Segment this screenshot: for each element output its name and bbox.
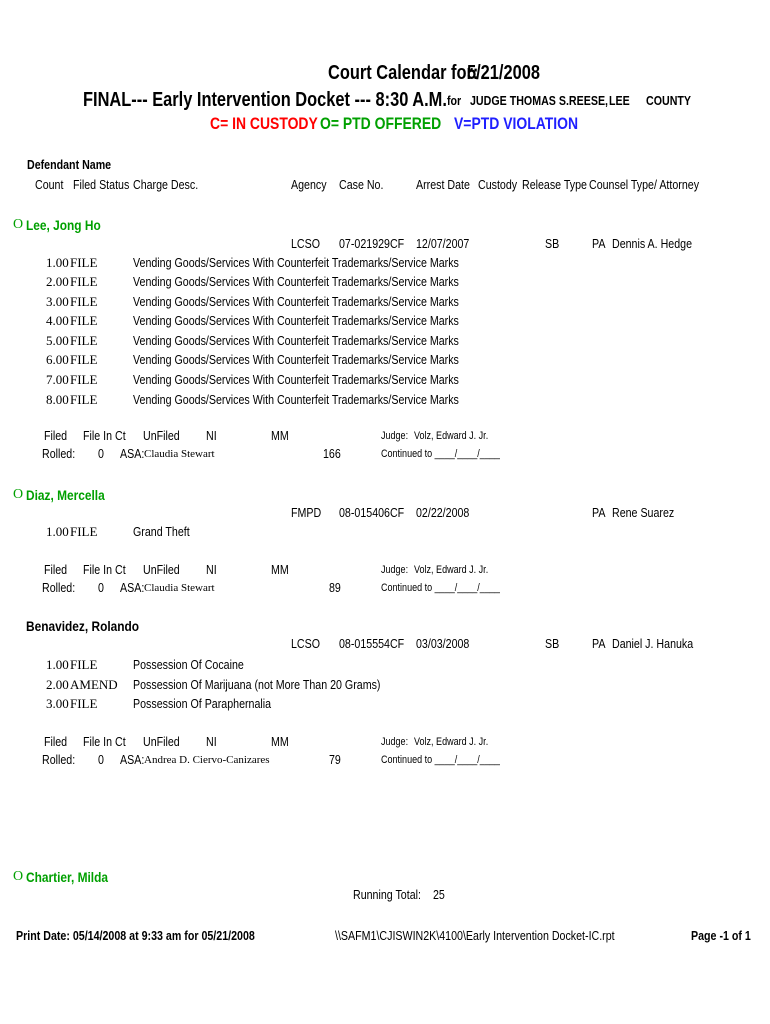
col-case-no: Case No. [339,177,384,192]
col-defendant-name: Defendant Name [27,157,112,172]
charge-status: FILE [70,352,98,367]
continued-to: Continued to ____/____/____ [381,754,500,766]
defendant-name: Chartier, Milda [26,869,108,885]
legend-ptd-violation: V=PTD VIOLATION [454,114,579,133]
legend-ptd-offered: O= PTD OFFERED [320,114,442,133]
continued-to: Continued to ____/____/____ [381,582,500,594]
ni-label: NI [206,734,217,749]
case-number: 89 [329,580,341,595]
charge-row [0,657,770,676]
assigned-judge: Volz, Edward J. Jr. [414,564,489,576]
charge-count: 1.00 [46,255,69,270]
county-name: LEE [609,93,630,108]
unfiled-label: UnFiled [143,562,180,577]
release-type: SB [545,236,560,251]
unfiled-label: UnFiled [143,428,180,443]
charge-row [0,294,770,313]
col-counsel: Counsel Type/ Attorney [589,177,700,192]
agency: LCSO [291,236,321,251]
charge-status: FILE [70,255,98,270]
charge-desc: Possession Of Cocaine [133,657,244,672]
charge-status: AMEND [70,677,118,692]
judge-label: Judge: [381,564,409,576]
case-no: 07-021929CF [339,236,405,251]
charge-status: FILE [70,294,98,309]
assigned-judge: Volz, Edward J. Jr. [414,736,489,748]
file-in-ct-value: 0 [98,580,104,595]
charge-status: FILE [70,333,98,348]
file-in-ct-label: File In Ct [83,562,126,577]
charge-desc: Vending Goods/Services With Counterfeit Trademarks/Service Marks [133,313,459,328]
arrest-date: 02/22/2008 [416,505,470,520]
case-number: 166 [323,446,341,461]
charge-row [0,333,770,352]
defendant-name: Benavidez, Rolando [26,618,140,634]
arrest-date: 12/07/2007 [416,236,470,251]
ptd-offered-marker: O [13,217,24,232]
arrest-date: 03/03/2008 [416,636,470,651]
col-custody: Custody [478,177,518,192]
charge-count: 2.00 [46,677,69,692]
asa-name: Andrea D. Ciervo-Canizares [144,754,270,766]
charge-status: FILE [70,372,98,387]
charge-status: FILE [70,392,98,407]
charge-row [0,524,770,543]
calendar-label: Court Calendar for: [328,62,479,84]
charge-count: 2.00 [46,274,69,289]
judge-label: Judge: [381,736,409,748]
charge-desc: Vending Goods/Services With Counterfeit Trademarks/Service Marks [133,333,459,348]
calendar-date: 5/21/2008 [467,62,540,84]
for-label: for [447,93,462,108]
continued-to: Continued to ____/____/____ [381,448,500,460]
file-in-ct-label: File In Ct [83,734,126,749]
charge-row [0,274,770,293]
page-number: Page -1 of 1 [691,928,751,943]
charge-status: FILE [70,274,98,289]
charge-row [0,392,770,411]
rolled-label: Rolled: [42,580,76,595]
charge-row [0,313,770,332]
col-arrest-date: Arrest Date [416,177,470,192]
file-in-ct-value: 0 [98,446,104,461]
case-number: 79 [329,752,341,767]
charge-desc: Vending Goods/Services With Counterfeit Trademarks/Service Marks [133,255,459,270]
judge-name: JUDGE THOMAS S.REESE, [470,93,609,108]
charge-desc: Vending Goods/Services With Counterfeit Trademarks/Service Marks [133,392,459,407]
charge-count: 1.00 [46,657,69,672]
rolled-label: Rolled: [42,446,76,461]
assigned-judge: Volz, Edward J. Jr. [414,430,489,442]
charge-status: FILE [70,696,98,711]
counsel-type: PA [592,236,606,251]
running-total-value: 25 [433,887,445,902]
col-charge-desc: Charge Desc. [133,177,199,192]
charge-count: 3.00 [46,696,69,711]
charge-desc: Vending Goods/Services With Counterfeit Trademarks/Service Marks [133,352,459,367]
attorney: Dennis A. Hedge [612,236,693,251]
charge-row [0,352,770,371]
release-type: SB [545,636,560,651]
agency: LCSO [291,636,321,651]
attorney: Daniel J. Hanuka [612,636,694,651]
charge-status: FILE [70,313,98,328]
unfiled-label: UnFiled [143,734,180,749]
ni-label: NI [206,428,217,443]
charge-row [0,372,770,391]
charge-count: 7.00 [46,372,69,387]
charge-count: 8.00 [46,392,69,407]
charge-count: 5.00 [46,333,69,348]
col-release-type: Release Type [522,177,587,192]
charge-count: 3.00 [46,294,69,309]
col-filed-status: Filed Status [73,177,130,192]
legend-custody: C= IN CUSTODY [210,114,318,133]
charge-desc: Vending Goods/Services With Counterfeit Trademarks/Service Marks [133,294,459,309]
asa-label: ASA: [120,446,145,461]
asa-label: ASA: [120,580,145,595]
filed-label: Filed [44,428,68,443]
attorney: Rene Suarez [612,505,675,520]
counsel-type: PA [592,505,606,520]
asa-name: Claudia Stewart [144,582,215,594]
filed-label: Filed [44,562,68,577]
ptd-offered-marker: O [13,487,24,502]
case-no: 08-015406CF [339,505,405,520]
judge-label: Judge: [381,430,409,442]
file-in-ct-value: 0 [98,752,104,767]
agency: FMPD [291,505,322,520]
filed-label: Filed [44,734,68,749]
rolled-label: Rolled: [42,752,76,767]
charge-desc: Possession Of Marijuana (not More Than 20 Grams) [133,677,381,692]
asa-name: Claudia Stewart [144,448,215,460]
docket-title: FINAL--- Early Intervention Docket --- 8:30 A.M. [83,89,447,111]
ni-label: NI [206,562,217,577]
mm-label: MM [271,562,289,577]
charge-row [0,255,770,274]
charge-desc: Vending Goods/Services With Counterfeit Trademarks/Service Marks [133,372,459,387]
print-date: Print Date: 05/14/2008 at 9:33 am for 05/21/2008 [16,928,255,943]
charge-count: 6.00 [46,352,69,367]
running-total-label: Running Total: [353,887,421,902]
case-no: 08-015554CF [339,636,405,651]
charge-count: 1.00 [46,524,69,539]
asa-label: ASA: [120,752,145,767]
county-label: COUNTY [646,93,692,108]
defendant-name: Lee, Jong Ho [26,217,101,233]
col-agency: Agency [291,177,327,192]
file-in-ct-label: File In Ct [83,428,126,443]
charge-desc: Grand Theft [133,524,190,539]
charge-status: FILE [70,524,98,539]
counsel-type: PA [592,636,606,651]
charge-count: 4.00 [46,313,69,328]
ptd-offered-marker: O [13,869,24,884]
charge-row [0,677,770,696]
report-path: \\SAFM1\CJISWIN2K\4100\Early Intervention Docket-IC.rpt [335,928,615,943]
col-count: Count [35,177,64,192]
charge-row [0,696,770,715]
mm-label: MM [271,428,289,443]
mm-label: MM [271,734,289,749]
charge-status: FILE [70,657,98,672]
defendant-name: Diaz, Mercella [26,487,105,503]
charge-desc: Vending Goods/Services With Counterfeit Trademarks/Service Marks [133,274,459,289]
charge-desc: Possession Of Paraphernalia [133,696,272,711]
